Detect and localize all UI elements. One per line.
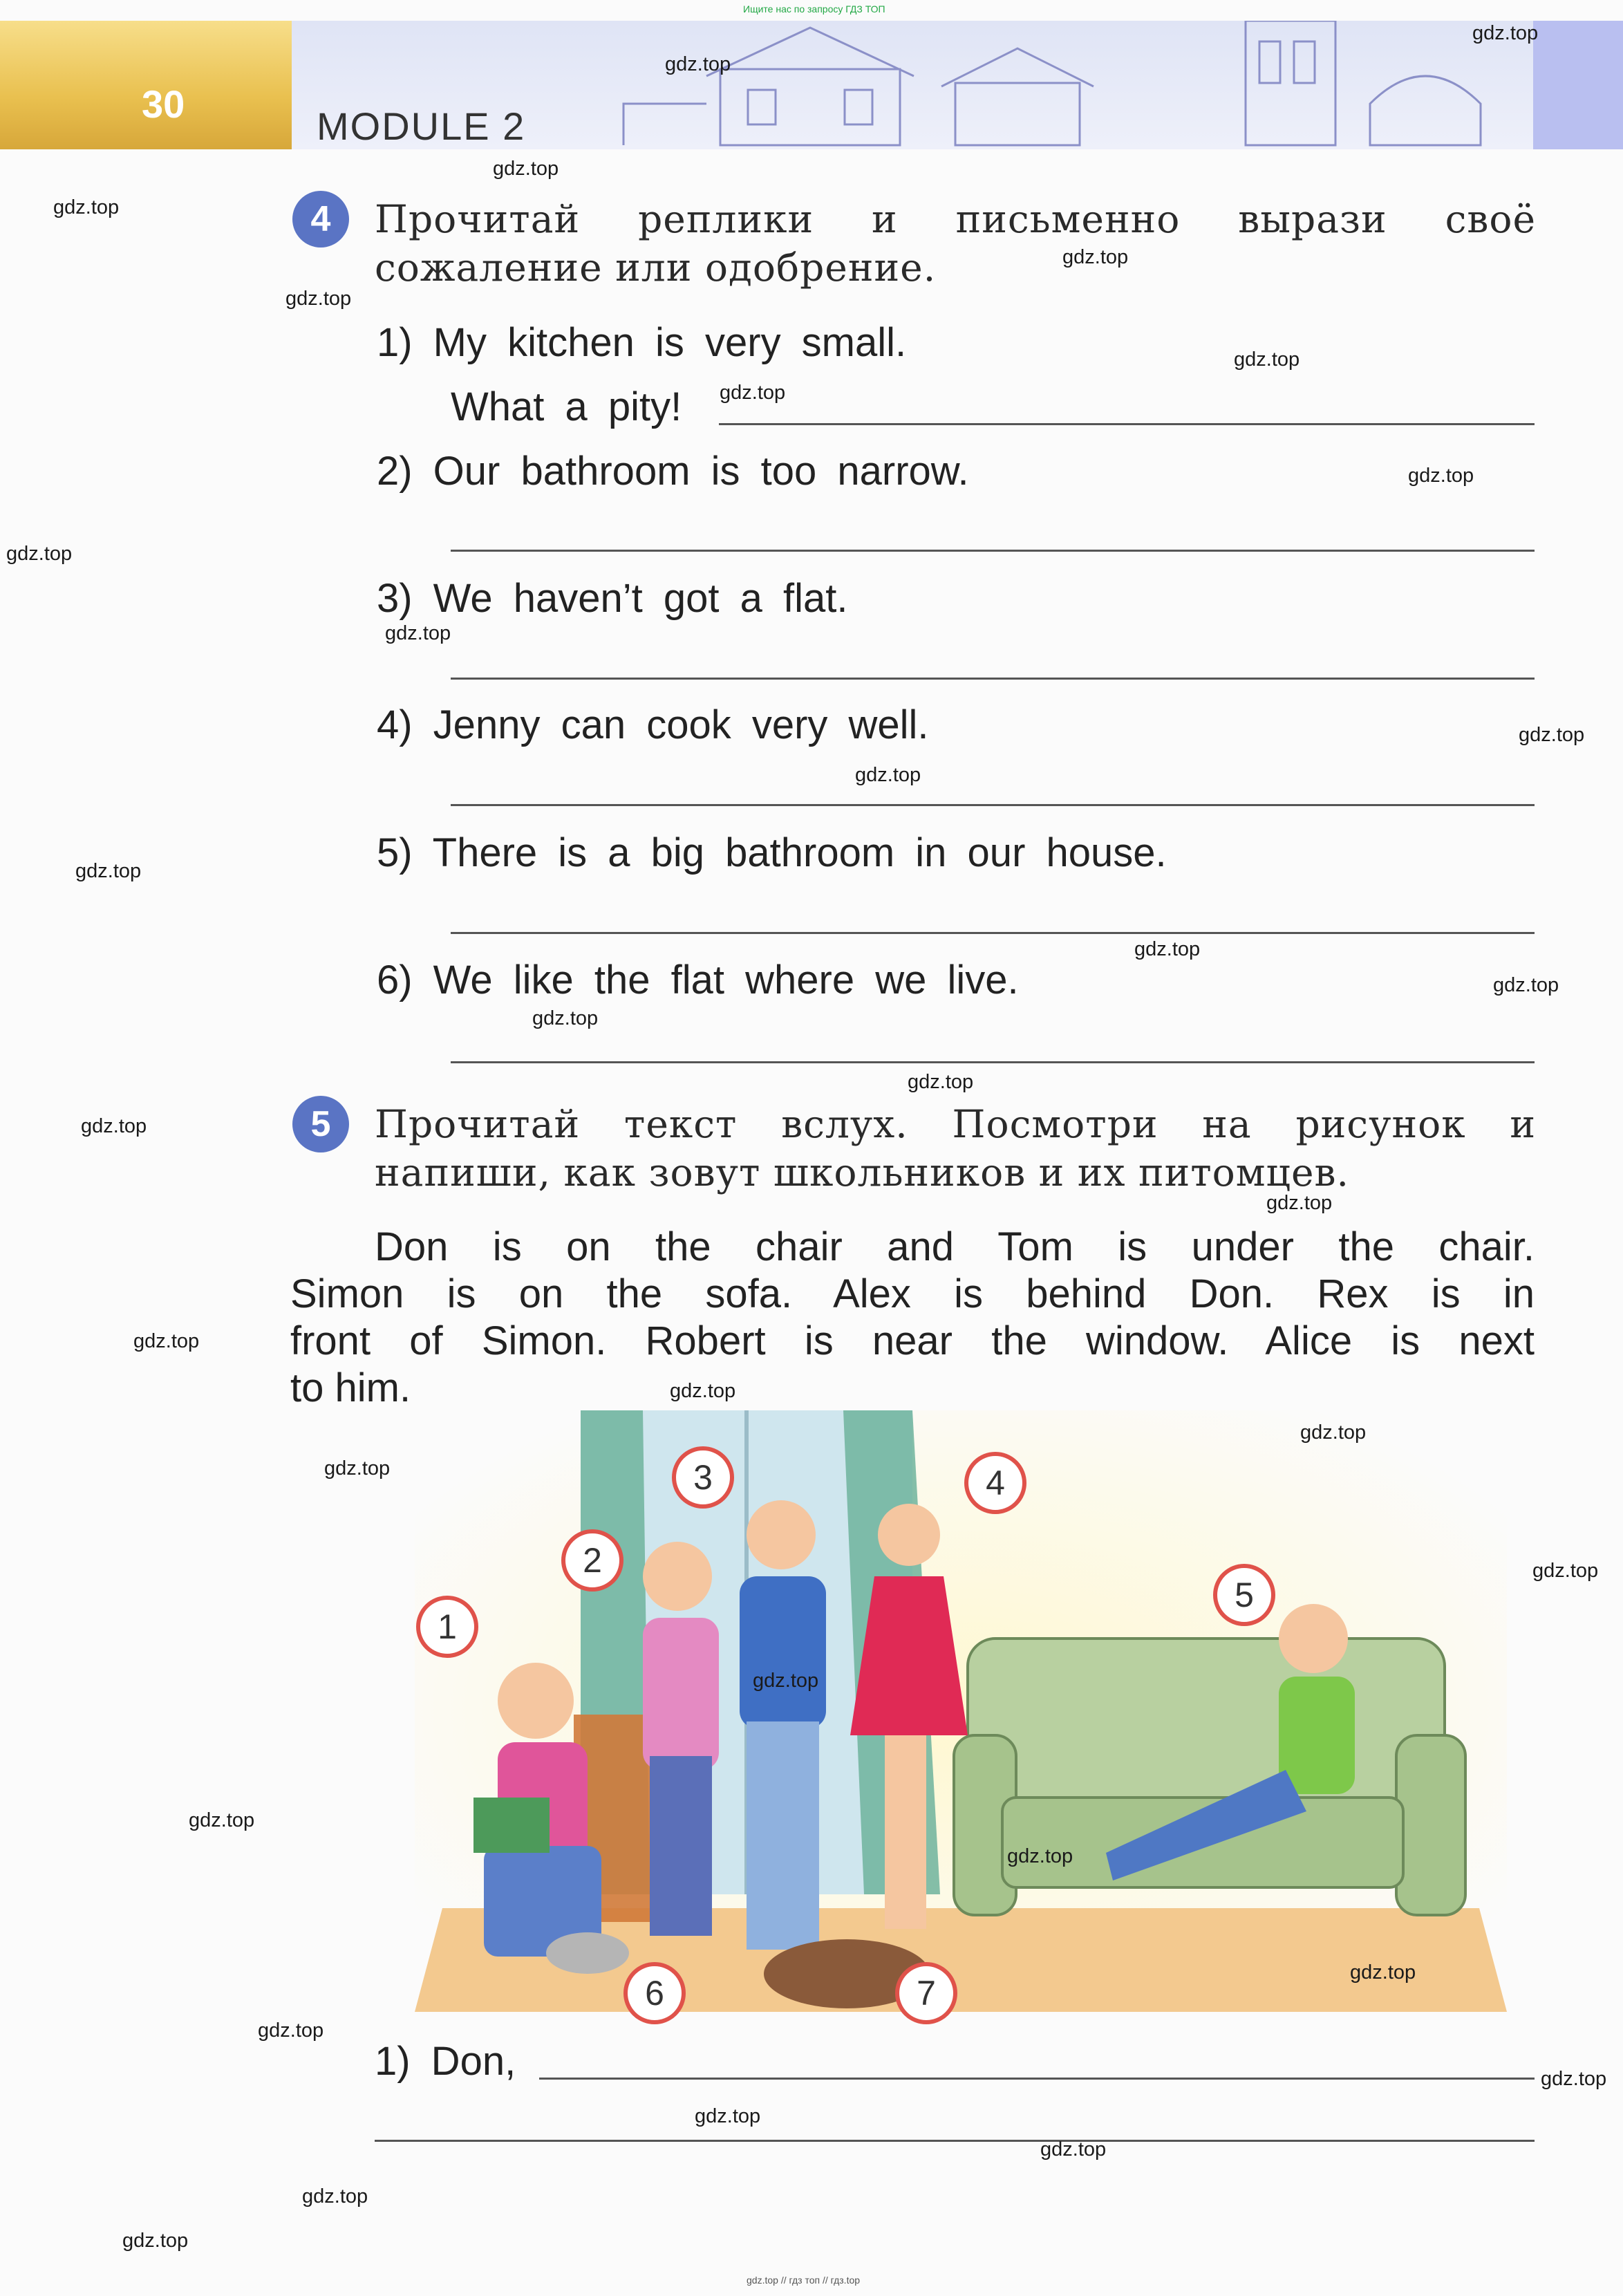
watermark: gdz.top <box>133 1330 200 1352</box>
watermark: gdz.top <box>1007 1845 1073 1867</box>
ex5-text-line4: to him. <box>290 1365 411 1410</box>
watermark: gdz.top <box>493 158 559 180</box>
watermark: gdz.top <box>53 196 120 218</box>
watermark: gdz.top <box>695 2105 761 2127</box>
watermark: gdz.top <box>1350 1961 1416 1984</box>
answer-line <box>451 678 1535 680</box>
watermark: gdz.top <box>122 2230 189 2252</box>
page-number: 30 <box>142 82 185 126</box>
watermark: gdz.top <box>1134 938 1201 960</box>
top-tagline: Ищите нас по запросу ГДЗ ТОП <box>743 3 885 15</box>
watermark: gdz.top <box>670 1380 736 1402</box>
watermark: gdz.top <box>1062 246 1129 268</box>
exercise-5-instruction-line2: напиши, как зовут школьников и их питомцев. <box>375 1150 1349 1195</box>
ex4-item-1: 1) My kitchen is very small. <box>377 320 907 365</box>
exercise-4-instruction-line1: Прочитай реплики и письменно вырази своё <box>375 197 1536 241</box>
picture-number-4: 4 <box>964 1452 1026 1514</box>
answer-line <box>375 2140 1535 2142</box>
watermark: gdz.top <box>1541 2068 1607 2090</box>
ex5-text-line2: Simon is on the sofa. Alex is behind Don. Rex is in <box>290 1271 1535 1316</box>
exercise-4-badge: 4 <box>292 191 349 248</box>
module-title: MODULE 2 <box>317 104 526 148</box>
watermark: gdz.top <box>324 1457 391 1480</box>
ex5-answer-1: 1) Don, <box>375 2039 516 2084</box>
answer-line <box>451 932 1535 934</box>
answer-line <box>451 1061 1535 1063</box>
watermark: gdz.top <box>75 860 142 882</box>
answer-line <box>451 804 1535 806</box>
picture-number-7: 7 <box>895 1962 957 2024</box>
exercise-5-badge: 5 <box>292 1096 349 1152</box>
watermark: gdz.top <box>532 1007 599 1029</box>
answer-line <box>451 550 1535 552</box>
watermark: gdz.top <box>1493 974 1559 996</box>
watermark: gdz.top <box>1234 348 1300 371</box>
answer-line <box>719 423 1535 425</box>
picture-number-2: 2 <box>561 1529 623 1592</box>
watermark: gdz.top <box>1040 2138 1107 2160</box>
watermark: gdz.top <box>258 2019 324 2042</box>
ex5-text-line1: Don is on the chair and Tom is under the chair. <box>375 1224 1535 1269</box>
exercise-4-instruction-line2: сожаление или одобрение. <box>375 245 937 290</box>
ex4-item-5: 5) There is a big bathroom in our house. <box>377 830 1167 875</box>
watermark: gdz.top <box>81 1115 147 1137</box>
picture-number-1: 1 <box>416 1596 478 1658</box>
watermark: gdz.top <box>302 2185 368 2208</box>
exercise-5-instruction-line1: Прочитай текст вслух. Посмотри на рисунок и <box>375 1102 1536 1146</box>
watermark: gdz.top <box>6 543 73 565</box>
watermark: gdz.top <box>1266 1192 1333 1214</box>
watermark: gdz.top <box>1519 724 1585 746</box>
watermark: gdz.top <box>1532 1560 1599 1582</box>
ex4-item-3: 3) We haven’t got a flat. <box>377 576 848 621</box>
watermark: gdz.top <box>855 764 921 786</box>
watermark: gdz.top <box>1472 22 1539 44</box>
picture-number-6: 6 <box>623 1962 686 2024</box>
watermark: gdz.top <box>385 622 451 644</box>
watermark: gdz.top <box>665 53 731 75</box>
picture-number-5: 5 <box>1213 1564 1275 1626</box>
ex4-item-2: 2) Our bathroom is too narrow. <box>377 449 969 494</box>
watermark: gdz.top <box>1408 465 1474 487</box>
ex4-item-1-answer: What a pity! <box>451 384 682 429</box>
watermark: gdz.top <box>720 382 786 404</box>
ex4-item-4: 4) Jenny can cook very well. <box>377 702 929 747</box>
room-scene <box>415 1410 1507 2012</box>
ex5-text-line3: front of Simon. Robert is near the window. Alice is next <box>290 1318 1535 1363</box>
header-right-tab <box>1533 21 1623 149</box>
watermark: gdz.top <box>285 288 352 310</box>
room-illustration <box>415 1410 1507 2012</box>
watermark: gdz.top <box>1300 1421 1367 1444</box>
watermark: gdz.top <box>908 1071 974 1093</box>
picture-number-3: 3 <box>672 1446 734 1509</box>
answer-line <box>539 2078 1535 2080</box>
watermark: gdz.top <box>753 1670 819 1692</box>
bottom-tagline: gdz.top // гдз топ // гдз.top <box>747 2275 861 2286</box>
watermark: gdz.top <box>189 1809 255 1831</box>
ex4-item-6: 6) We like the flat where we live. <box>377 958 1019 1002</box>
